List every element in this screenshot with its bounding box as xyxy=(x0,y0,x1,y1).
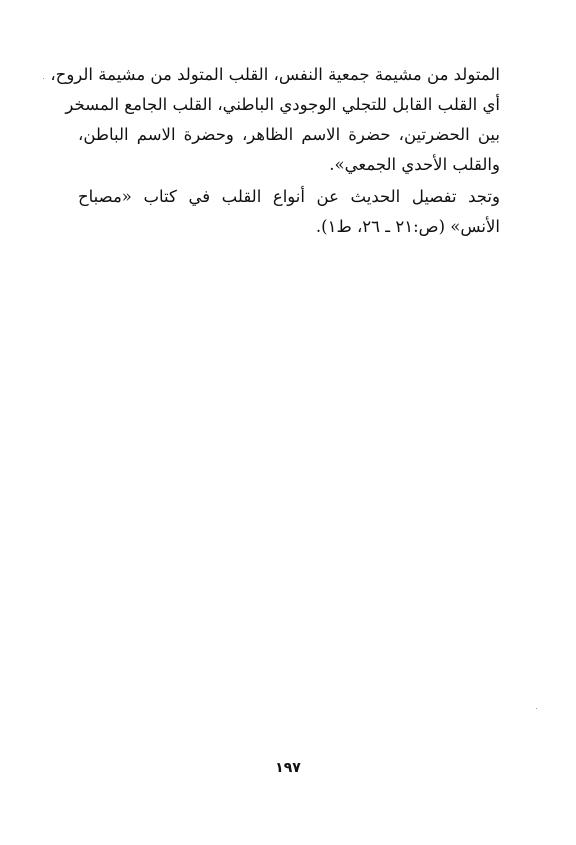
text-line: أي القلب القابل للتجلي الوجودي الباطني، القلب الجامع المسخر xyxy=(65,95,500,114)
page-number: ١٩٧ xyxy=(275,760,301,776)
text-line: والقلب الأحدي الجمعي». xyxy=(329,155,500,174)
text-line: بين الحضرتين، حضرة الاسم الظاهر، وحضرة الاسم الباطن، xyxy=(78,125,500,144)
text-line: الأنس» (ص:٢١ ـ ٢٦، ط١). xyxy=(315,217,500,236)
paragraph-2 xyxy=(78,182,500,242)
scan-speck xyxy=(536,708,537,709)
paragraph-1 xyxy=(50,60,500,180)
scan-speck xyxy=(43,78,44,79)
text-line: المتولد من مشيمة جمعية النفس، القلب المتولد من مشيمة الروح، xyxy=(50,65,500,84)
text-line: وتجد تفصيل الحديث عن أنواع القلب في كتاب «مصباح xyxy=(78,187,500,206)
